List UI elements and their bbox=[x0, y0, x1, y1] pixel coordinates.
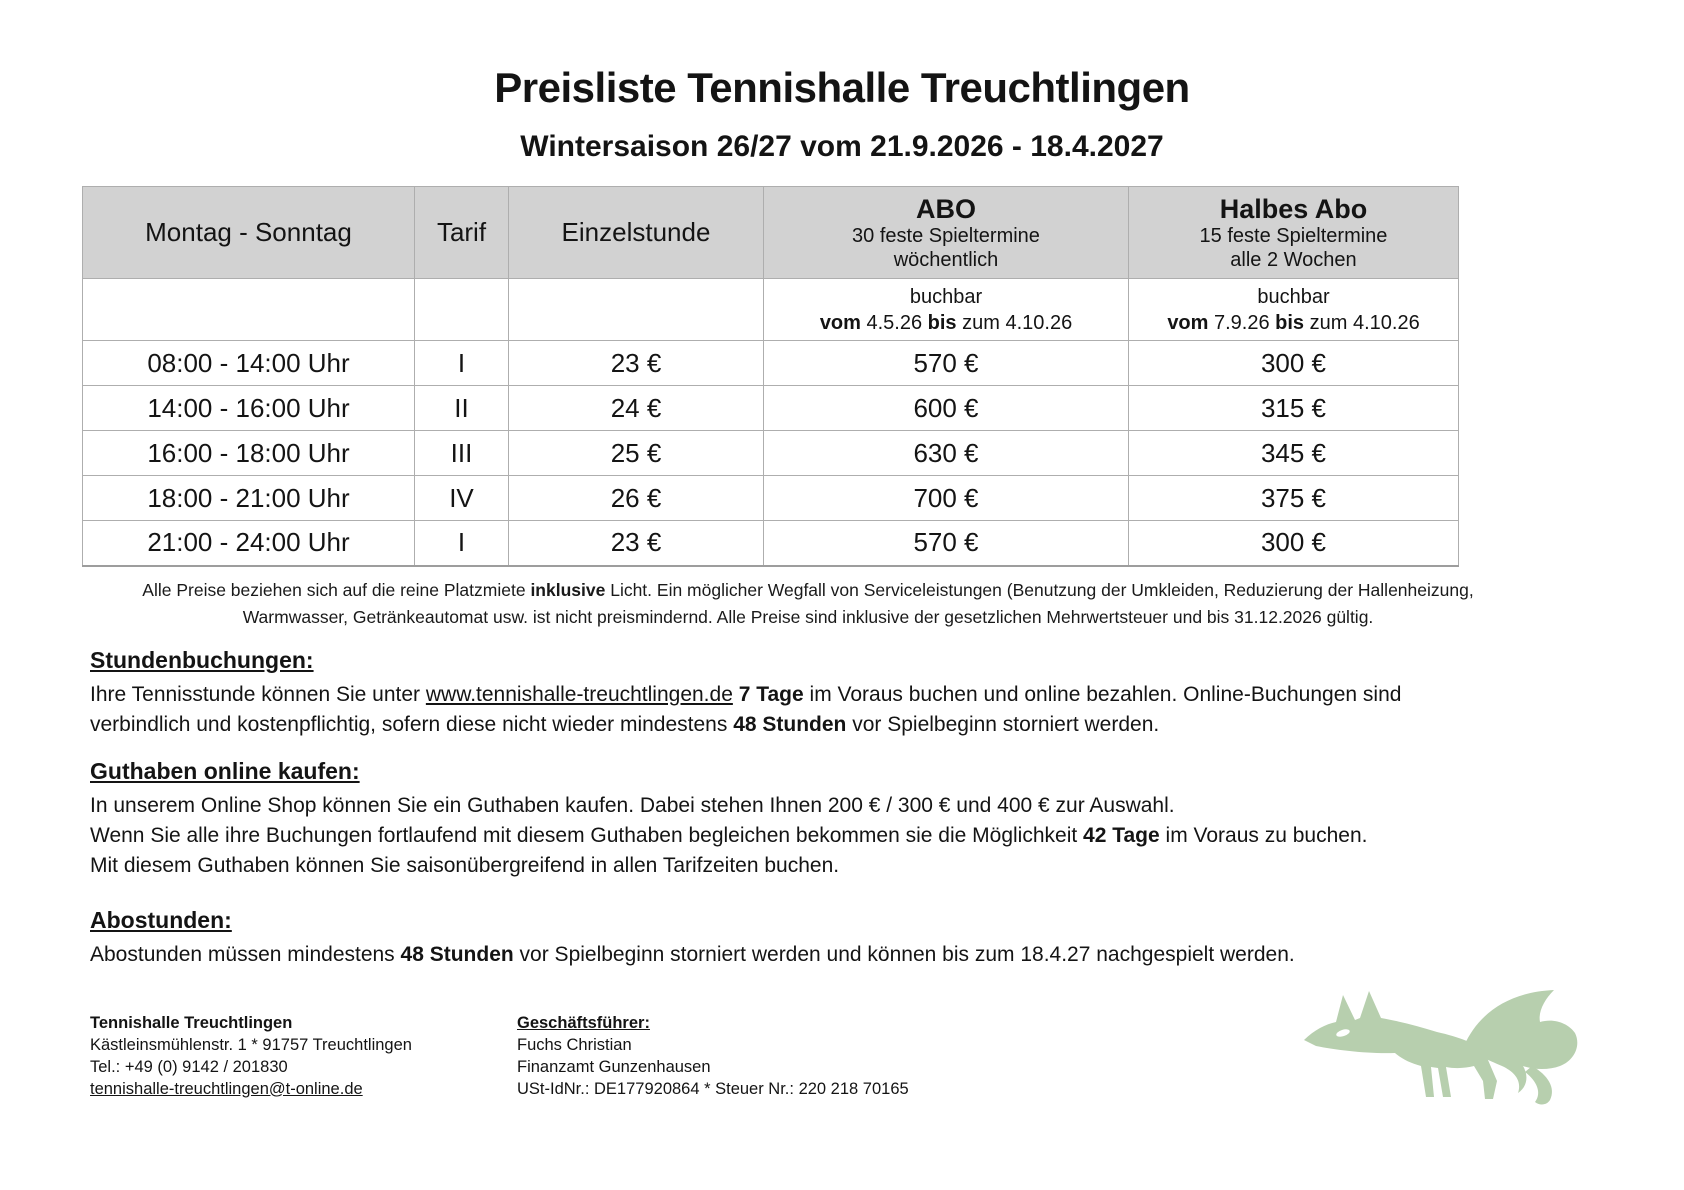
footer-company-block bbox=[90, 1012, 517, 1100]
table-header-row bbox=[83, 187, 1459, 279]
half-abo-sub1: 15 feste Spieltermine bbox=[1199, 224, 1388, 247]
management-heading: Geschäftsführer: bbox=[517, 1013, 650, 1032]
col-header-single-hour: Einzelstunde bbox=[509, 187, 764, 279]
single-hour-price: 23 € bbox=[509, 521, 764, 566]
half-abo-booking-period bbox=[1129, 279, 1459, 341]
time-slot: 18:00 - 21:00 Uhr bbox=[83, 476, 415, 521]
management-name: Fuchs Christian bbox=[517, 1035, 632, 1054]
time-slot: 21:00 - 24:00 Uhr bbox=[83, 521, 415, 566]
buy-credit-text: In unserem Online Shop können Sie ein Guthaben kaufen. Dabei stehen Ihnen 200 € / 300 € und 400 € zur Auswahl. bbox=[90, 793, 1175, 817]
fox-tail-tip-icon bbox=[1525, 1066, 1552, 1104]
col-header-tariff: Tarif bbox=[415, 187, 509, 279]
section-abo-hours bbox=[90, 907, 1614, 970]
empty-cell bbox=[509, 279, 764, 341]
management-office: Finanzamt Gunzenhausen bbox=[517, 1057, 711, 1076]
abo-price: 570 € bbox=[764, 341, 1129, 386]
table-row bbox=[83, 521, 1459, 566]
season-subtitle: Wintersaison 26/27 vom 21.9.2026 - 18.4.2027 bbox=[520, 130, 1164, 163]
abo-price: 570 € bbox=[764, 521, 1129, 566]
half-abo-sub2: alle 2 Wochen bbox=[1230, 248, 1357, 271]
empty-cell bbox=[415, 279, 509, 341]
time-slot: 14:00 - 16:00 Uhr bbox=[83, 386, 415, 431]
half-abo-price: 300 € bbox=[1129, 521, 1459, 566]
fox-body-icon bbox=[1304, 991, 1497, 1099]
company-name: Tennishalle Treuchtlingen bbox=[90, 1013, 293, 1032]
table-row bbox=[83, 386, 1459, 431]
time-slot: 08:00 - 14:00 Uhr bbox=[83, 341, 415, 386]
section-hourly-bookings bbox=[90, 647, 1614, 740]
info-sections bbox=[90, 647, 1614, 970]
abo-price: 600 € bbox=[764, 386, 1129, 431]
tariff-value: II bbox=[415, 386, 509, 431]
single-hour-price: 24 € bbox=[509, 386, 764, 431]
abo-booking-period bbox=[764, 279, 1129, 341]
buy-credit-text: Wenn Sie alle ihre Buchungen fortlaufend mit diesem Guthaben begleichen bekommen sie die Möglichkeit 42 Tage im Voraus zu buchen. bbox=[90, 823, 1368, 847]
price-table bbox=[82, 186, 1459, 567]
page-title: Preisliste Tennishalle Treuchtlingen bbox=[494, 64, 1190, 111]
hourly-bookings-text: verbindlich und kostenpflichtig, sofern diese nicht wieder mindestens 48 Stunden vor Spielbeginn storniert werden. bbox=[90, 712, 1160, 736]
fox-logo bbox=[1296, 980, 1596, 1108]
buy-credit-text: Mit diesem Guthaben können Sie saisonübergreifend in allen Tarifzeiten buchen. bbox=[90, 853, 840, 877]
abo-title: ABO bbox=[916, 193, 976, 224]
tariff-value: III bbox=[415, 431, 509, 476]
footer-management-block bbox=[517, 1012, 909, 1100]
half-abo-price: 375 € bbox=[1129, 476, 1459, 521]
table-row bbox=[83, 476, 1459, 521]
col-header-abo bbox=[764, 187, 1129, 279]
half-abo-booking-dates: vom 7.9.26 bis zum 4.10.26 bbox=[1167, 311, 1420, 334]
hourly-bookings-heading: Stundenbuchungen: bbox=[90, 646, 314, 673]
tariff-value: IV bbox=[415, 476, 509, 521]
tariff-value: I bbox=[415, 341, 509, 386]
booking-period-row bbox=[83, 279, 1459, 341]
half-abo-bookable-label: buchbar bbox=[1257, 285, 1330, 308]
col-header-days: Montag - Sonntag bbox=[83, 187, 415, 279]
company-email-link[interactable]: tennishalle-treuchtlingen@t-online.de bbox=[90, 1079, 363, 1098]
half-abo-title: Halbes Abo bbox=[1219, 193, 1368, 224]
col-header-half-abo bbox=[1129, 187, 1459, 279]
half-abo-price: 345 € bbox=[1129, 431, 1459, 476]
abo-hours-text: Abostunden müssen mindestens 48 Stunden vor Spielbeginn storniert werden und können bis zum 18.4.27 nachgespielt werden. bbox=[90, 942, 1295, 966]
abo-bookable-label: buchbar bbox=[909, 285, 983, 308]
single-hour-price: 26 € bbox=[509, 476, 764, 521]
buy-credit-heading: Guthaben online kaufen: bbox=[90, 757, 360, 784]
single-hour-price: 23 € bbox=[509, 341, 764, 386]
table-row bbox=[83, 431, 1459, 476]
abo-sub2: wöchentlich bbox=[893, 248, 999, 271]
management-tax-id: USt-IdNr.: DE177920864 * Steuer Nr.: 220 218 70165 bbox=[517, 1079, 909, 1098]
section-buy-credit bbox=[90, 758, 1614, 881]
half-abo-price: 315 € bbox=[1129, 386, 1459, 431]
hourly-bookings-text[interactable]: Ihre Tennisstunde können Sie unter www.tennishalle-treuchtlingen.de 7 Tage im Voraus buchen und online bezahlen. Online-Buchungen sind bbox=[90, 682, 1402, 706]
footnote-line: Warmwasser, Getränkeautomat usw. ist nicht preismindernd. Alle Preise sind inklusive der gesetzlichen Mehrwertsteuer und bis 31.12.2026 gültig. bbox=[242, 606, 1374, 627]
footnote-line: Alle Preise beziehen sich auf die reine Platzmiete inklusive Licht. Ein möglicher Wegfall von Serviceleistungen (Benutzung der Umkleiden, Reduzierung der Hallenheizung, bbox=[142, 579, 1474, 600]
table-row bbox=[83, 341, 1459, 386]
empty-cell bbox=[83, 279, 415, 341]
time-slot: 16:00 - 18:00 Uhr bbox=[83, 431, 415, 476]
company-address: Kästleinsmühlenstr. 1 * 91757 Treuchtlingen bbox=[90, 1035, 412, 1054]
abo-price: 700 € bbox=[764, 476, 1129, 521]
abo-hours-heading: Abostunden: bbox=[90, 906, 232, 933]
price-footnote bbox=[120, 577, 1496, 631]
single-hour-price: 25 € bbox=[509, 431, 764, 476]
company-phone: Tel.: +49 (0) 9142 / 201830 bbox=[90, 1057, 288, 1076]
abo-price: 630 € bbox=[764, 431, 1129, 476]
tariff-value: I bbox=[415, 521, 509, 566]
half-abo-price: 300 € bbox=[1129, 341, 1459, 386]
abo-sub1: 30 feste Spieltermine bbox=[852, 224, 1040, 247]
abo-booking-dates: vom 4.5.26 bis zum 4.10.26 bbox=[819, 311, 1073, 334]
